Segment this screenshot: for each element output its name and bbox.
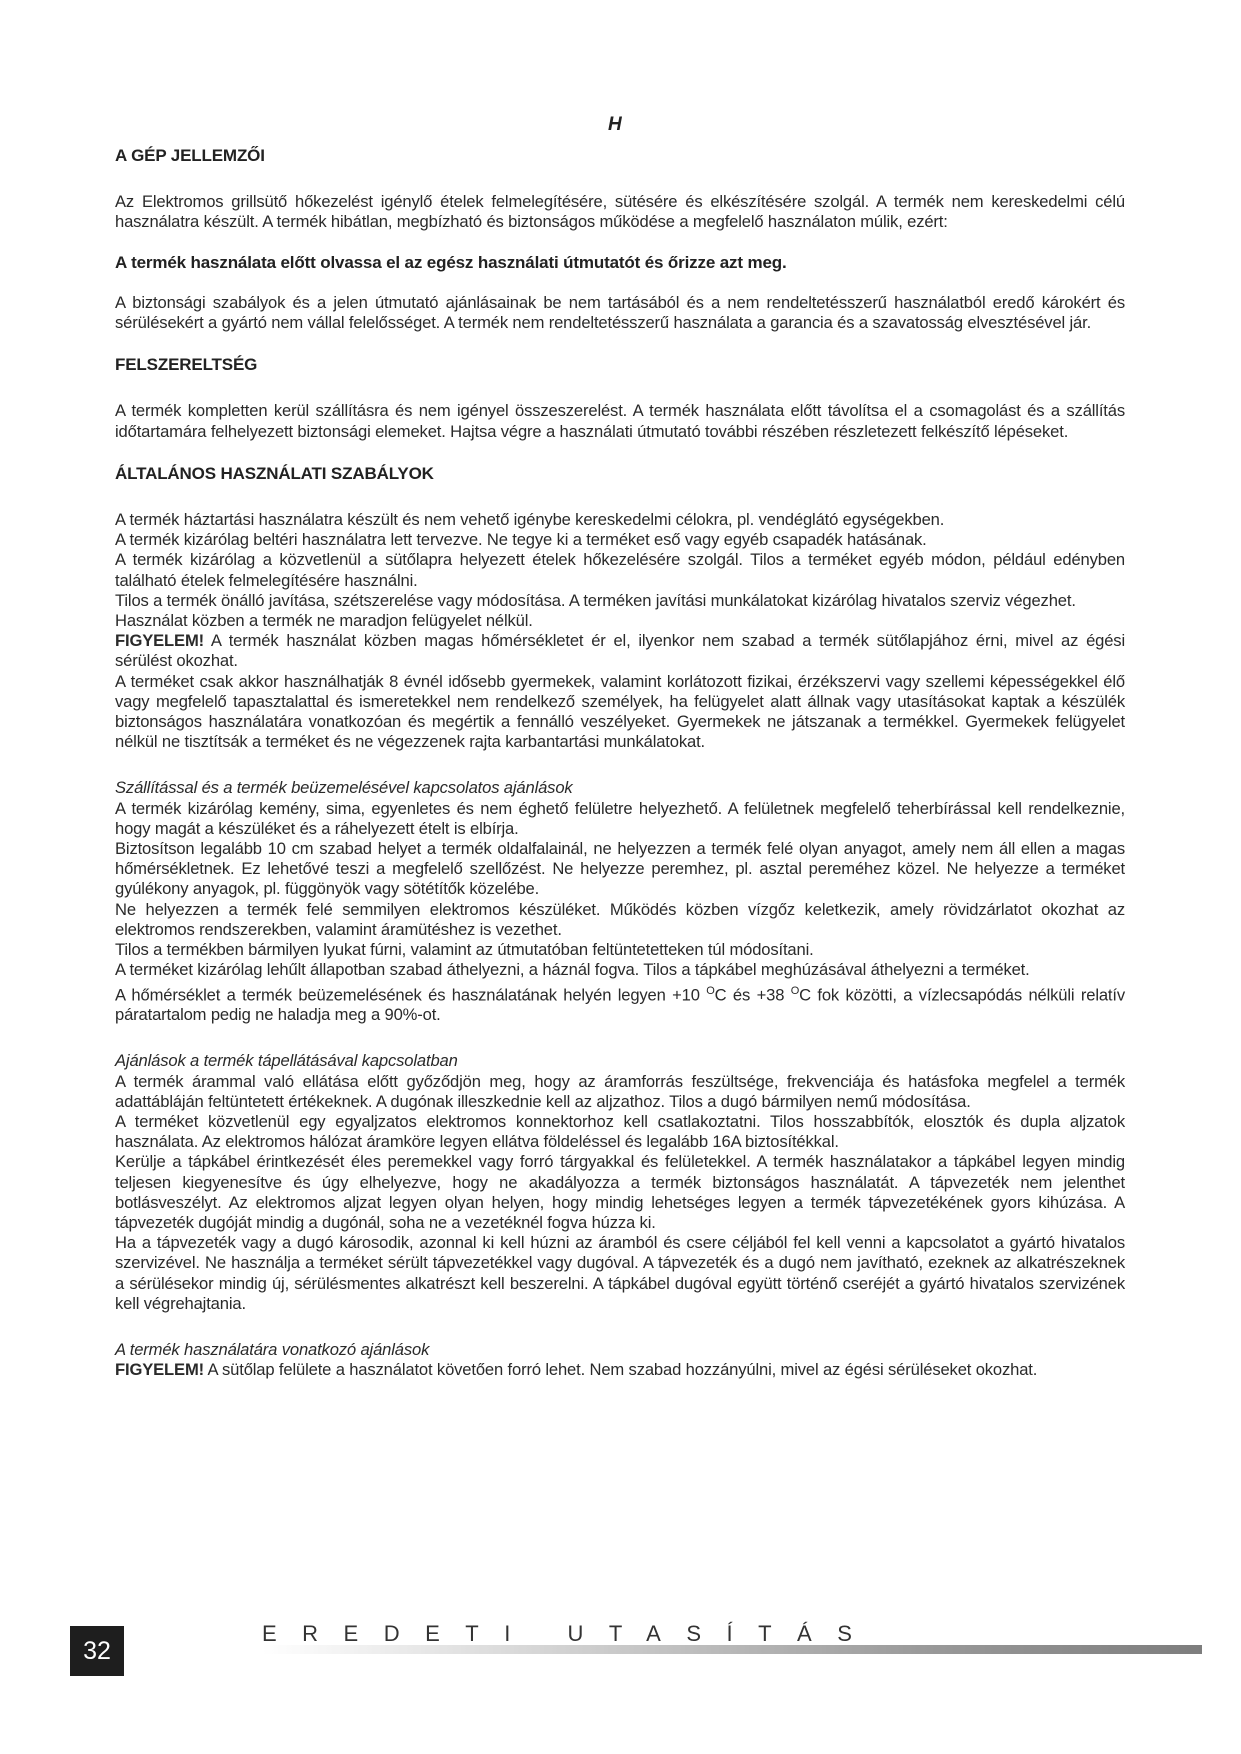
paragraph-equipment: A termék kompletten kerül szállításra és nem igényel összeszerelést. A termék használata előtt távolítsa el a csomagolást és a szállítás időtartamára felhelyezett biztonsági elemeket. Hajtsa végre a használati útmutató további részében részletezett felkészítő lépéseket. <box>115 401 1125 441</box>
temperature-line <box>115 981 1125 1026</box>
transport-line: Ne helyezzen a termék felé semmilyen elektromos készüléket. Működés közben vízgőz keletkezik, amely rövidzárlatot okozhat az elektromos rendszerekben, valamint áramütéshez is vezethet. <box>115 899 1125 939</box>
subheading-tapellatas: Ajánlások a termék tápellátásával kapcsolatban <box>115 1051 458 1071</box>
power-line: Kerülje a tápkábel érintkezését éles peremekkel vagy forró tárgyakkal és felületekkel. A termék használatakor a tápkábel legyen mindig teljesen kiegyenesítve és úgy elhelyezve, hogy ne akadályozza a termék biztonságos használatát. A tápvezeték nem jelenthet botlásveszélyt. Az elektromos aljzat legyen olyan helyen, hogy mindig lehetséges legyen a termék tápvezetékének gyors kihúzása. A tápvezeték dugóját mindig a dugónál, soha ne a vezetéknél fogva húzza ki. <box>115 1152 1125 1233</box>
warning-label: FIGYELEM! <box>115 631 204 651</box>
heading-felszereltseg: FELSZERELTSÉG <box>115 355 258 375</box>
power-line: Ha a tápvezeték vagy a dugó károsodik, azonnal ki kell húzni az áramból és csere céljából fel kell venni a kapcsolatot a gyártó hivatalos szervizével. Ne használja a terméket sérült tápvezetékkel vagy dugóval. A tápvezeték és a dugó nem javítható, ezeknek az alkatrészeknek a sérülésekor mindig új, sérülésmentes alkatrészt kell beszerelni. A tápkábel dugóval együtt történő cseréjét a gyártó hivatalos szervizének kell végrehajtania. <box>115 1233 1125 1313</box>
degree-mark: O <box>790 984 800 997</box>
transport-list <box>115 799 1125 1026</box>
warning-text: A sütőlap felülete a használatot követően forró lehet. Nem szabad hozzányúlni, mivel az égési sérüléseket okozhat. <box>204 1360 1038 1380</box>
power-line: A termék árammal való ellátása előtt győződjön meg, hogy az áramforrás feszültsége, frekvenciája és hatásfoka megfelel a termék adattábláján feltüntetett értékeknek. A dugónak illeszkednie kell az aljzathoz. Tilos a dugó bármilyen nemű módosítása. <box>115 1071 1125 1111</box>
warning-text: A termék használat közben magas hőmérsékletet ér el, ilyenkor nem szabad a termék sütőlapjához érni, mivel az égési sérülést okozhat. <box>115 631 1125 671</box>
language-mark: H <box>608 114 622 135</box>
rule-line: A terméket csak akkor használhatják 8 évnél idősebb gyermekek, valamint korlátozott fizikai, érzékszervi vagy szellemi képességekkel élő vagy megfelelő tapasztalattal és ismeretekkel nem rendelkező személyek, ha felügyelet alatt állnak vagy utasításokat kaptak a készülék biztonságos használatára vonatkozóan és megértik a fennálló veszélyeket. Gyermekek ne játszanak a termékkel. Gyermekek felügyelet nélkül ne tisztítsák a terméket és ne végezzenek rajta karbantartási munkálatokat. <box>115 671 1125 752</box>
paragraph-liability: A biztonsági szabályok és a jelen útmutató ajánlásainak be nem tartásából és a nem rendeltetésszerű használatból eredő károkért és sérülésekért a gyártó nem vállal felelősséget. A termék nem rendeltetésszerű használata a garancia és a szavatosság elvesztésével jár. <box>115 292 1125 333</box>
usage-list <box>115 1360 1125 1380</box>
subheading-szallitas: Szállítással és a termék beüzemelésével kapcsolatos ajánlások <box>115 778 573 798</box>
heading-altalanos-szabalyok: ÁLTALÁNOS HASZNÁLATI SZABÁLYOK <box>115 463 434 483</box>
rule-line: A termék háztartási használatra készült és nem vehető igénybe kereskedelmi célokra, pl. vendéglátó egységekben. <box>115 510 945 530</box>
rule-line: A termék kizárólag a közvetlenül a sütőlapra helyezett ételek hőkezelésére szolgál. Tilos a terméket egyéb módon, például edényben található ételek felmelegítésére használni. <box>115 550 1125 590</box>
transport-line: A terméket kizárólag lehűlt állapotban szabad áthelyezni, a háznál fogva. Tilos a tápkábel meghúzásával áthelyezni a terméket. <box>115 960 1030 980</box>
subheading-hasznalat: A termék használatára vonatkozó ajánlások <box>115 1340 430 1360</box>
rule-line-warning <box>115 631 1125 671</box>
transport-line: Tilos a termékben bármilyen lyukat fúrni, valamint az útmutatóban feltüntetetteken túl módosítani. <box>115 940 814 960</box>
temp-text-b: C és +38 <box>714 985 791 1005</box>
rule-line: Tilos a termék önálló javítása, szétszerelése vagy módosítása. A terméken javítási munkálatokat kizárólag hivatalos szerviz végezhet. <box>115 590 1076 610</box>
temp-text-a: A hőmérséklet a termék beüzemelésének és használatának helyén legyen +10 <box>115 985 707 1005</box>
transport-line: Biztosítson legalább 10 cm szabad helyet a termék oldalfalainál, ne helyezzen a termék felé olyan anyagot, amely nem áll ellen a magas hőmérsékletnek. Ez lehetővé teszi a megfelelő szellőzést. Ne helyezze peremhez, pl. asztal pereméhez közel. Ne helyezze a terméket gyúlékony anyagok, pl. függönyök vagy sötétítők közelébe. <box>115 839 1125 899</box>
rule-line: Használat közben a termék ne maradjon felügyelet nélkül. <box>115 611 533 631</box>
read-manual-notice: A termék használata előtt olvassa el az egész használati útmutatót és őrizze azt meg. <box>115 252 787 272</box>
heading-gep-jellemzoi: A GÉP JELLEMZŐI <box>115 146 265 165</box>
general-rules-list <box>115 510 1125 752</box>
usage-warning-line <box>115 1360 1125 1380</box>
paragraph-description: Az Elektromos grillsütő hőkezelést igénylő ételek felmelegítésére, sütésére és elkészítésére szolgál. A termék nem kereskedelmi célú használatra készült. A termék hibátlan, megbízható és biztonságos működése a megfelelő használaton múlik, ezért: <box>115 192 1125 232</box>
power-supply-list <box>115 1072 1125 1314</box>
footer-title: EREDETI UTASÍTÁS <box>262 1621 878 1646</box>
rule-line: A termék kizárólag beltéri használatra lett tervezve. Ne tegye ki a terméket eső vagy egyéb csapadék hatásának. <box>115 530 927 550</box>
power-line: A terméket közvetlenül egy egyaljzatos elektromos konnektorhoz kell csatlakoztatni. Tilos hosszabbítók, elosztók és dupla aljzatok használata. Az elektromos hálózat áramköre legyen ellátva földeléssel és legalább 16A biztosítékkal. <box>115 1112 1125 1152</box>
page-number: 32 <box>70 1626 124 1676</box>
degree-mark: O <box>706 984 715 997</box>
transport-line: A termék kizárólag kemény, sima, egyenletes és nem éghető felületre helyezhető. A felületnek megfelelő teherbírással kell rendelkeznie, hogy magát a készüléket és a ráhelyezett ételt is elbírja. <box>115 798 1125 838</box>
warning-label: FIGYELEM! <box>115 1360 204 1380</box>
document-body <box>115 146 1125 1402</box>
temp-text-c: C fok közötti, a vízlecsapódás nélküli relatív páratartalom pedig ne haladja meg a 90%-ot. <box>115 985 1125 1025</box>
